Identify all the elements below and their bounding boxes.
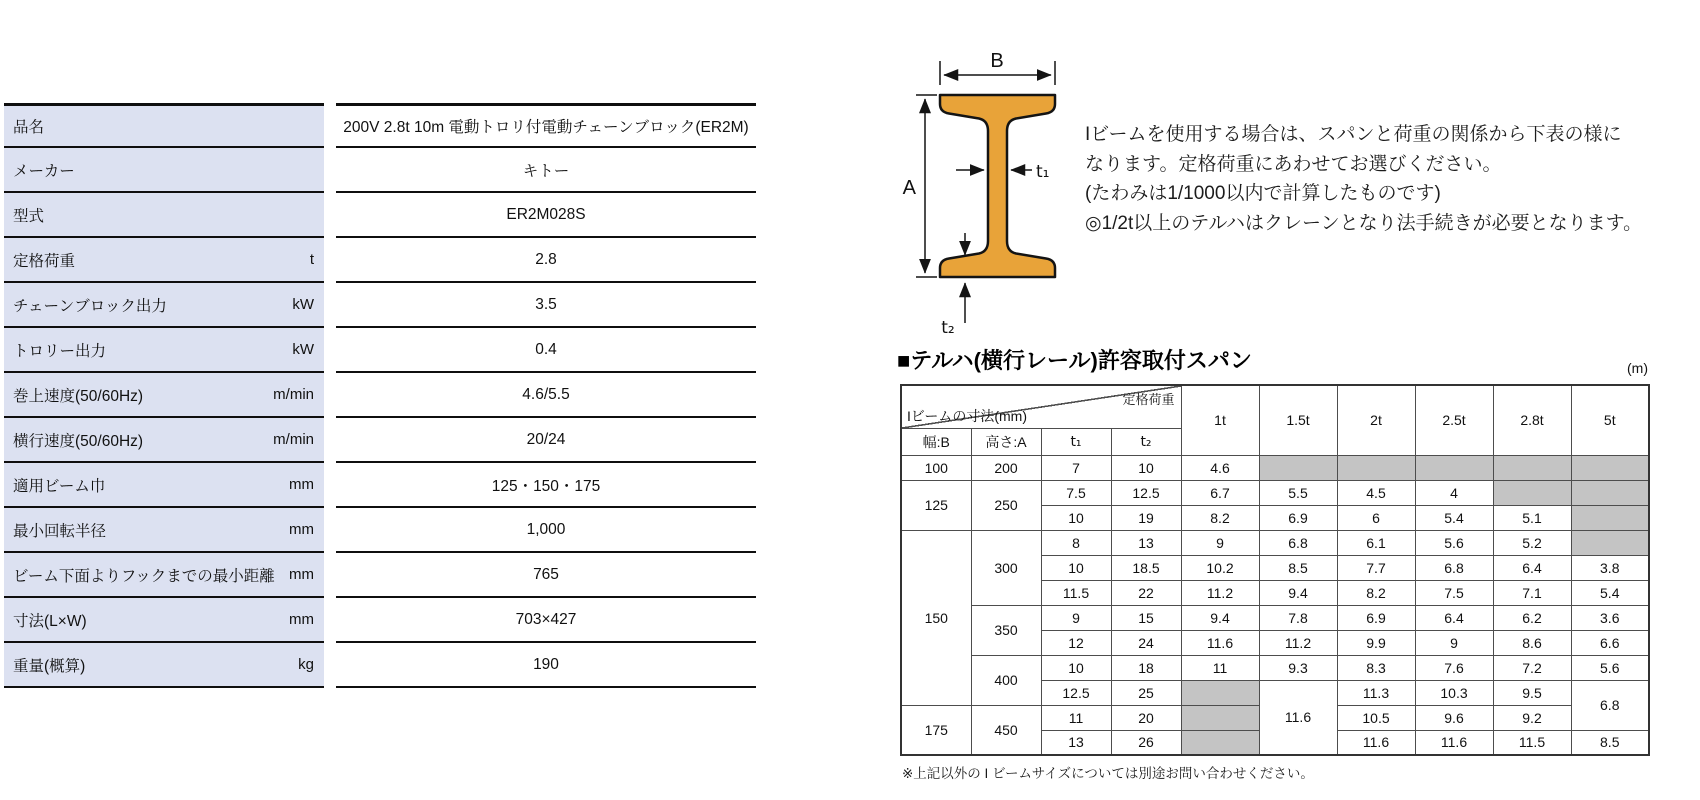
dim-header-t1: t₁ [1041,428,1111,455]
spec-value: 0.4 [336,328,756,373]
span-cell: 9.9 [1337,630,1415,655]
ibeam-cross-section-diagram [880,45,1100,337]
span-cell: 11.5 [1493,730,1571,755]
span-table-footnote: ※上記以外の I ビームサイズについては別途お問い合わせください。 [902,766,1314,781]
spec-unit: kW [292,296,314,313]
spec-row [4,283,756,328]
column-gap [324,643,336,688]
column-gap [324,508,336,553]
spec-row [4,418,756,463]
span-cell: 6.7 [1181,480,1259,505]
spec-value: 765 [336,553,756,598]
spec-row [4,598,756,643]
cell-t2: 10 [1111,455,1181,480]
cell-t1: 13 [1041,730,1111,755]
dim-label-t2: t₂ [941,318,955,337]
blocked-cell [1181,705,1259,730]
cell-t2: 18.5 [1111,555,1181,580]
cell-t1: 11.5 [1041,580,1111,605]
span-allowance-table [900,384,1650,756]
span-cell: 5.4 [1571,580,1649,605]
span-cell: 4.6 [1181,455,1259,480]
spec-value: 190 [336,643,756,688]
span-cell: 4.5 [1337,480,1415,505]
blocked-cell [1181,680,1259,705]
cell-t2: 19 [1111,505,1181,530]
span-cell: 7.8 [1259,605,1337,630]
column-gap [324,103,336,148]
spec-value: 4.6/5.5 [336,373,756,418]
span-cell: 9.2 [1493,705,1571,730]
spec-row [4,148,756,193]
span-cell: 5.1 [1493,505,1571,530]
cell-t2: 20 [1111,705,1181,730]
blocked-cell [1493,480,1571,505]
ibeam-shape [940,95,1055,277]
span-cell: 6.4 [1415,605,1493,630]
spec-value: 1,000 [336,508,756,553]
cell-width-b: 100 [901,455,971,480]
table-row [901,605,1649,630]
column-gap [324,193,336,238]
spec-label: メーカー [13,162,75,180]
spec-label: 重量(概算) [13,657,86,675]
span-cell: 11.6 [1181,630,1259,655]
span-cell: 6.4 [1493,555,1571,580]
spec-value: ER2M028S [336,193,756,238]
table-row [901,455,1649,480]
span-cell: 7.1 [1493,580,1571,605]
load-header-2.5t: 2.5t [1415,385,1493,455]
span-cell: 6.1 [1337,530,1415,555]
span-cell: 9.5 [1493,680,1571,705]
column-gap [324,418,336,463]
cell-t2: 24 [1111,630,1181,655]
blocked-cell [1259,455,1337,480]
spec-value: 20/24 [336,418,756,463]
span-cell: 6.2 [1493,605,1571,630]
cell-t1: 10 [1041,555,1111,580]
cell-width-b: 125 [901,480,971,530]
spec-row [4,103,756,148]
span-cell: 9.4 [1181,605,1259,630]
cell-t1: 12 [1041,630,1111,655]
span-cell: 6.9 [1337,605,1415,630]
cell-t1: 7.5 [1041,480,1111,505]
spec-unit: kW [292,341,314,358]
span-cell: 4 [1415,480,1493,505]
span-cell: 11.2 [1259,630,1337,655]
dim-header-height-a: 高さ:A [971,428,1041,455]
spec-row [4,238,756,283]
dim-label-a: A [902,177,916,199]
cell-t2: 15 [1111,605,1181,630]
cell-t2: 18 [1111,655,1181,680]
dim-label-t1: t₁ [1036,162,1050,182]
cell-t1: 9 [1041,605,1111,630]
span-cell: 8.2 [1181,505,1259,530]
usage-note [1085,120,1660,238]
spec-label: 適用ビーム巾 [13,477,106,495]
corner-header-cell [901,385,1181,428]
spec-value: キトー [336,148,756,193]
spec-unit: mm [289,566,314,583]
spec-label: ビーム下面よりフックまでの最小距離 [13,567,275,585]
span-cell: 9.6 [1415,705,1493,730]
spec-row [4,463,756,508]
blocked-cell [1493,455,1571,480]
cell-height-a: 200 [971,455,1041,480]
blocked-cell [1571,530,1649,555]
blocked-cell [1571,505,1649,530]
dim-header-width-b: 幅:B [901,428,971,455]
spec-table [4,103,756,688]
table-row [901,530,1649,555]
cell-t2: 12.5 [1111,480,1181,505]
cell-height-a: 400 [971,655,1041,705]
spec-label: トロリー出力 [13,342,107,360]
cell-height-a: 250 [971,480,1041,530]
span-cell-merged: 11.6 [1259,680,1337,755]
span-cell: 9.4 [1259,580,1337,605]
spec-unit: mm [289,521,314,538]
span-cell: 7.5 [1415,580,1493,605]
column-gap [324,598,336,643]
spec-unit: t [309,251,314,268]
span-cell: 10.2 [1181,555,1259,580]
usage-note-line: (たわみは1/1000以内で計算したものです) [1085,183,1441,204]
span-table-unit-label: (m) [1627,360,1648,376]
cell-t2: 25 [1111,680,1181,705]
load-header-5t: 5t [1571,385,1649,455]
load-header-2.8t: 2.8t [1493,385,1571,455]
span-cell-merged: 6.8 [1571,680,1649,730]
spec-label: 型式 [13,207,45,225]
spec-label: チェーンブロック出力 [13,297,167,315]
span-table-title: ■テルハ(横行レール)許容取付スパン [897,348,1252,373]
span-cell: 6.8 [1259,530,1337,555]
span-cell: 7.2 [1493,655,1571,680]
spec-label: 定格荷重 [13,252,76,270]
span-cell: 5.5 [1259,480,1337,505]
spec-unit: m/min [273,386,314,403]
span-cell: 7.7 [1337,555,1415,580]
load-header-1t: 1t [1181,385,1259,455]
dim-label-b: B [990,50,1004,72]
dim-header-t2: t₂ [1111,428,1181,455]
cell-width-b: 150 [901,530,971,705]
span-cell: 8.2 [1337,580,1415,605]
table-row [901,655,1649,680]
span-cell: 11 [1181,655,1259,680]
blocked-cell [1181,730,1259,755]
spec-value: 200V 2.8t 10m 電動トロリ付電動チェーンブロック(ER2M) [336,103,756,148]
span-cell: 11.6 [1415,730,1493,755]
span-cell: 6.9 [1259,505,1337,530]
spec-unit: m/min [273,431,314,448]
column-gap [324,148,336,193]
span-cell: 3.8 [1571,555,1649,580]
table-row [901,480,1649,505]
spec-row [4,328,756,373]
column-gap [324,283,336,328]
span-cell: 10.5 [1337,705,1415,730]
blocked-cell [1337,455,1415,480]
column-gap [324,238,336,283]
cell-height-a: 450 [971,705,1041,755]
spec-value: 703×427 [336,598,756,643]
cell-t1: 11 [1041,705,1111,730]
spec-label: 最小回転半径 [13,522,107,540]
cell-t2: 22 [1111,580,1181,605]
cell-t1: 7 [1041,455,1111,480]
spec-value: 2.8 [336,238,756,283]
span-cell: 5.6 [1415,530,1493,555]
span-cell: 11.3 [1337,680,1415,705]
blocked-cell [1571,455,1649,480]
blocked-cell [1415,455,1493,480]
cell-t1: 10 [1041,655,1111,680]
span-cell: 11.2 [1181,580,1259,605]
cell-t2: 26 [1111,730,1181,755]
span-cell: 6.8 [1415,555,1493,580]
spec-value: 125・150・175 [336,463,756,508]
span-cell: 7.6 [1415,655,1493,680]
span-cell: 3.6 [1571,605,1649,630]
span-cell: 9 [1181,530,1259,555]
spec-label: 巻上速度(50/60Hz) [13,387,144,405]
span-cell: 6.6 [1571,630,1649,655]
spec-unit: mm [289,611,314,628]
corner-label-rated-load: 定格荷重 [1122,392,1175,407]
spec-row [4,553,756,598]
span-cell: 5.2 [1493,530,1571,555]
span-cell: 8.6 [1493,630,1571,655]
span-cell: 5.6 [1571,655,1649,680]
span-cell: 9.3 [1259,655,1337,680]
column-gap [324,373,336,418]
spec-row [4,508,756,553]
cell-t1: 12.5 [1041,680,1111,705]
spec-label: 横行速度(50/60Hz) [13,432,144,450]
spec-unit: mm [289,476,314,493]
cell-t1: 10 [1041,505,1111,530]
span-cell: 9 [1415,630,1493,655]
span-cell: 10.3 [1415,680,1493,705]
cell-height-a: 300 [971,530,1041,605]
cell-width-b: 175 [901,705,971,755]
span-cell: 8.5 [1259,555,1337,580]
column-gap [324,328,336,373]
spec-label: 品名 [13,119,45,136]
cell-height-a: 350 [971,605,1041,655]
load-header-1.5t: 1.5t [1259,385,1337,455]
usage-note-line: なります。定格荷重にあわせてお選びください。 [1085,153,1502,175]
spec-value: 3.5 [336,283,756,328]
span-cell: 11.6 [1337,730,1415,755]
spec-label: 寸法(L×W) [13,612,87,630]
span-cell: 8.5 [1571,730,1649,755]
cell-t2: 13 [1111,530,1181,555]
corner-label-beam-dims: Iビームの寸法(mm) [907,407,1027,424]
column-gap [324,463,336,508]
blocked-cell [1571,480,1649,505]
spec-row [4,643,756,688]
span-cell: 6 [1337,505,1415,530]
column-gap [324,553,336,598]
usage-note-line: Iビームを使用する場合は、スパンと荷重の関係から下表の様に [1085,124,1622,145]
span-cell: 8.3 [1337,655,1415,680]
cell-t1: 8 [1041,530,1111,555]
load-header-2t: 2t [1337,385,1415,455]
span-cell: 5.4 [1415,505,1493,530]
spec-row [4,373,756,418]
spec-row [4,193,756,238]
usage-note-line: ◎1/2t以上のテルハはクレーンとなり法手続きが必要となります。 [1085,212,1643,234]
spec-unit: kg [298,656,314,673]
